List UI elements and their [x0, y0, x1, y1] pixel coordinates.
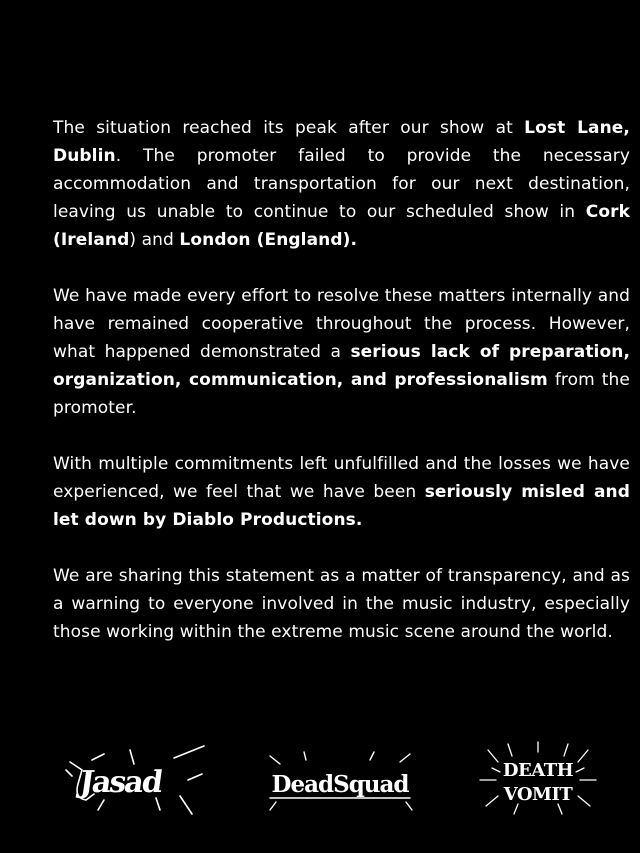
svg-text:VOMIT: VOMIT: [503, 784, 573, 805]
svg-text:Jasad: Jasad: [77, 765, 164, 800]
band-logos-row: [0, 740, 640, 820]
statement-text: [53, 114, 630, 674]
city-name-cork: Cork (Ireland: [53, 202, 630, 250]
city-name-london: London (England).: [179, 230, 358, 250]
paragraph-text: With multiple commitments left unfulfilled and the losses we have experienced, we feel that we have been: [53, 454, 630, 502]
paragraph-text: The situation reached its peak after our show at: [53, 118, 525, 138]
paragraph-text: We have made every effort to resolve these matters internally and have remained cooperative throughout the process. However, what happened demonstrated a: [53, 286, 630, 362]
svg-text:DEATH: DEATH: [502, 760, 574, 781]
band-logo-death-vomit-icon: [478, 740, 598, 820]
venue-name: Lost Lane, Dublin: [53, 118, 630, 166]
statement-paragraph-3: [53, 450, 630, 534]
band-logo-deadsquad-icon: [266, 740, 414, 820]
svg-text:DeadSquad: DeadSquad: [271, 771, 409, 798]
statement-paragraph-4: [53, 562, 630, 646]
band-logo-jasad-icon: [64, 740, 209, 820]
paragraph-text: from the promoter.: [53, 370, 630, 418]
paragraph-text: We are sharing this statement as a matter of transparency, and as a warning to everyone involved in the music industry, especially those working within the extreme music scene around the world.: [53, 566, 630, 642]
paragraph-text: ) and: [129, 230, 180, 250]
emphasis-text: seriously misled and let down by Diablo Productions.: [53, 482, 630, 530]
statement-paragraph-2: [53, 282, 630, 422]
paragraph-text: . The promoter failed to provide the necessary accommodation and transportation for our next destination, leaving us unable to continue to our scheduled show in: [53, 146, 630, 222]
statement-paragraph-1: [53, 114, 630, 254]
emphasis-text: serious lack of preparation, organization, communication, and professionalism: [53, 342, 631, 390]
